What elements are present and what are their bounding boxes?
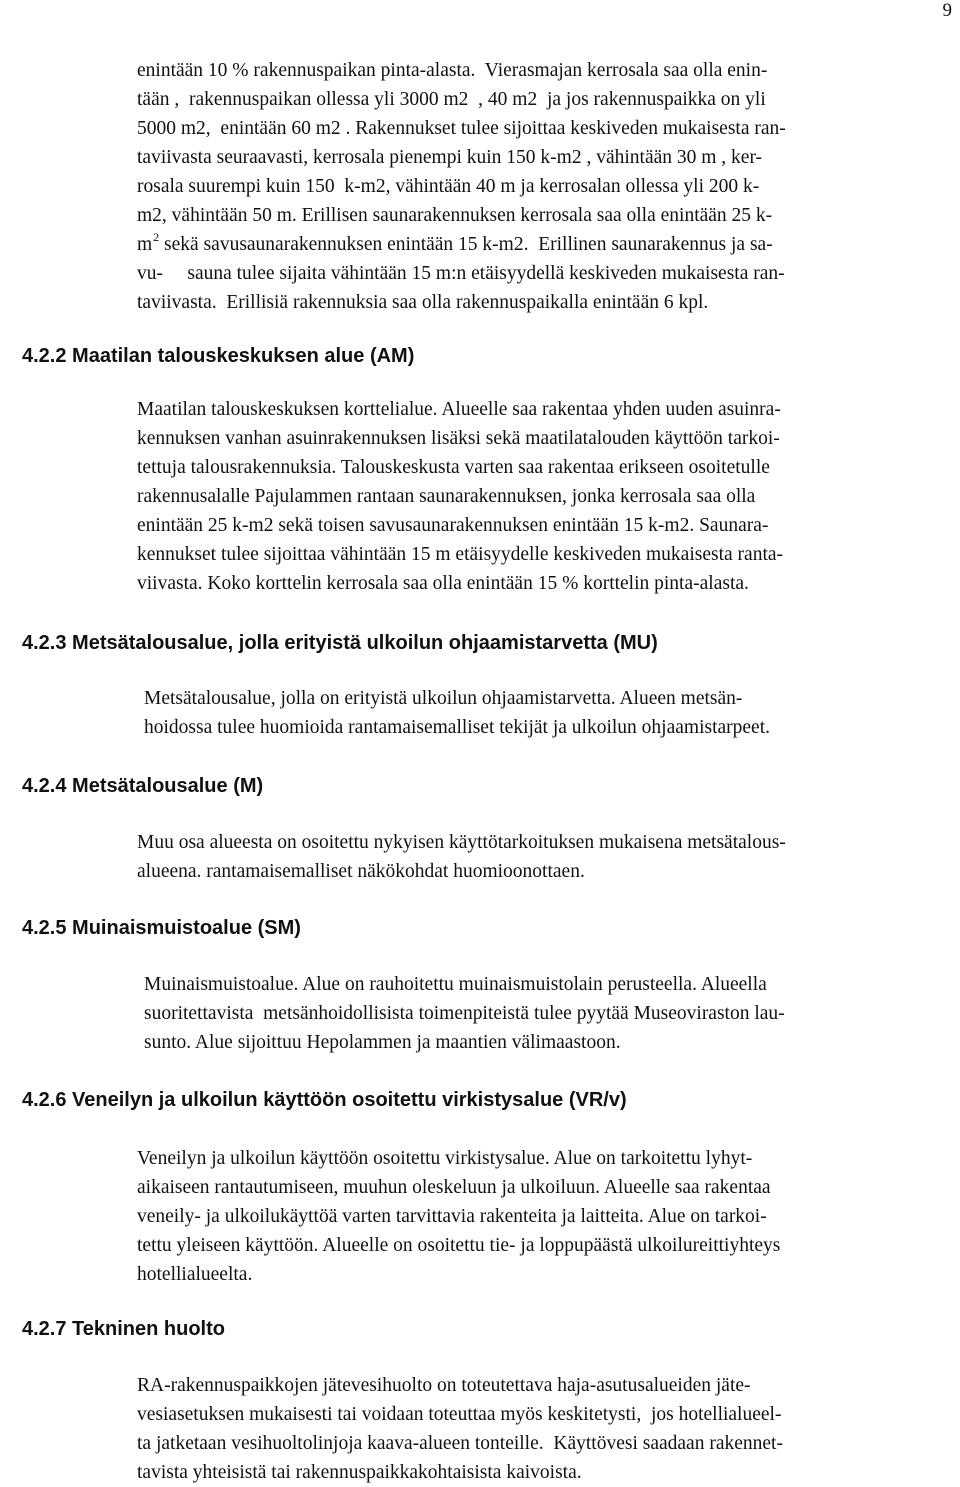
paragraph-line: Muu osa alueesta on osoitettu nykyisen käyttötarkoituksen mukaisena metsätalous-: [137, 832, 786, 853]
paragraph-line: ta jatketaan vesihuoltolinjoja kaava-alueen tonteille. Käyttövesi saadaan rakennet-: [137, 1433, 783, 1454]
paragraph-line: kennuksen vanhan asuinrakennuksen lisäksi sekä maatilatalouden käyttöön tarkoi-: [137, 428, 780, 449]
paragraph-line: enintään 25 k-m2 sekä toisen savusaunarakennuksen enintään 15 k-m2. Saunara-: [137, 515, 769, 536]
paragraph-line: rakennusalalle Pajulammen rantaan saunarakennuksen, jonka kerrosala saa olla: [137, 486, 756, 507]
paragraph-line: Veneilyn ja ulkoilun käyttöön osoitettu virkistysalue. Alue on tarkoitettu lyhyt-: [137, 1148, 753, 1169]
paragraph-line: Muinaismuistoalue. Alue on rauhoitettu muinaismuistolain perusteella. Alueella: [144, 974, 767, 995]
paragraph-line: sunto. Alue sijoittuu Hepolammen ja maantien välimaastoon.: [144, 1032, 621, 1053]
paragraph-line: tään , rakennuspaikan ollessa yli 3000 m2 , 40 m2 ja jos rakennuspaikka on yli: [137, 89, 766, 110]
section-body: [137, 828, 957, 888]
paragraph-line: tavista yhteisistä tai rakennuspaikkakohtaisista kaivoista.: [137, 1462, 582, 1483]
paragraph-line: taviivasta seuraavasti, kerrosala pienempi kuin 150 k-m2 , vähintään 30 m , ker-: [137, 147, 763, 168]
paragraph-line: RA-rakennuspaikkojen jätevesihuolto on toteutettava haja-asutusalueiden jäte-: [137, 1375, 751, 1396]
paragraph-line: hotellialueelta.: [137, 1264, 253, 1285]
section-body: [144, 684, 956, 744]
paragraph-line: [137, 230, 773, 261]
section-heading: 4.2.3 Metsätalousalue, jolla erityistä ulkoilun ohjaamistarvetta (MU): [22, 632, 658, 654]
section-body: [137, 1144, 957, 1292]
intro-paragraph: [137, 56, 957, 316]
paragraph-line: 5000 m2, enintään 60 m2 . Rakennukset tulee sijoittaa keskiveden mukaisesta ran-: [137, 118, 786, 139]
paragraph-line: kennukset tulee sijoittaa vähintään 15 m etäisyydelle keskiveden mukaisesta ranta-: [137, 544, 784, 565]
paragraph-line: vesiasetuksen mukaisesti tai voidaan toteuttaa myös keskitetysti, jos hotellialueel-: [137, 1404, 782, 1425]
paragraph-line: hoidossa tulee huomioida rantamaisemalliset tekijät ja ulkoilun ohjaamistarpeet.: [144, 717, 770, 738]
page-number: 9: [942, 0, 952, 21]
section-heading: 4.2.4 Metsätalousalue (M): [22, 775, 264, 797]
paragraph-line: alueena. rantamaisemalliset näkökohdat huomioonottaen.: [137, 861, 585, 882]
paragraph-line: tettuja talousrakennuksia. Talouskeskusta varten saa rakentaa erikseen osoitetulle: [137, 457, 770, 478]
paragraph-line: enintään 10 % rakennuspaikan pinta-alasta. Vierasmajan kerrosala saa olla enin-: [137, 60, 768, 81]
paragraph-line: vu- sauna tulee sijaita vähintään 15 m:n etäisyydellä keskiveden mukaisesta ran-: [137, 263, 785, 284]
paragraph-line: viivasta. Koko korttelin kerrosala saa olla enintään 15 % korttelin pinta-alasta.: [137, 573, 749, 594]
paragraph-line: veneily- ja ulkoilukäyttöä varten tarvittavia rakenteita ja laitteita. Alue on tarkoi-: [137, 1206, 767, 1227]
section-heading: 4.2.6 Veneilyn ja ulkoilun käyttöön osoitettu virkistysalue (VR/v): [22, 1089, 627, 1111]
paragraph-line: rosala suurempi kuin 150 k-m2, vähintään 40 m ja kerrosalan ollessa yli 200 k-: [137, 176, 760, 197]
line-rest: sekä savusaunarakennuksen enintään 15 k-m2. Erillinen saunarakennus ja sa-: [159, 234, 773, 255]
superscript: 2: [153, 230, 160, 244]
section-body: [137, 395, 957, 605]
paragraph-line: aikaiseen rantautumiseen, muuhun oleskeluun ja ulkoiluun. Alueelle saa rakentaa: [137, 1177, 771, 1198]
paragraph-line: Maatilan talouskeskuksen korttelialue. Alueelle saa rakentaa yhden uuden asuinra-: [137, 399, 781, 420]
line-prefix: m: [137, 234, 153, 255]
paragraph-line: tettu yleiseen käyttöön. Alueelle on osoitettu tie- ja loppupäästä ulkoilureittiyhteys: [137, 1235, 781, 1256]
section-heading: 4.2.7 Tekninen huolto: [22, 1318, 225, 1340]
section-body: [137, 1371, 957, 1487]
paragraph-line: m2, vähintään 50 m. Erillisen saunarakennuksen kerrosala saa olla enintään 25 k-: [137, 205, 773, 226]
section-body: [144, 970, 956, 1060]
paragraph-line: Metsätalousalue, jolla on erityistä ulkoilun ohjaamistarvetta. Alueen metsän-: [144, 688, 743, 709]
paragraph-line: taviivasta. Erillisiä rakennuksia saa olla rakennuspaikalla enintään 6 kpl.: [137, 292, 709, 313]
section-heading: 4.2.5 Muinaismuistoalue (SM): [22, 917, 301, 939]
section-heading: 4.2.2 Maatilan talouskeskuksen alue (AM): [22, 345, 415, 367]
paragraph-line: suoritettavista metsänhoidollisista toimenpiteistä tulee pyytää Museoviraston lau-: [144, 1003, 785, 1024]
